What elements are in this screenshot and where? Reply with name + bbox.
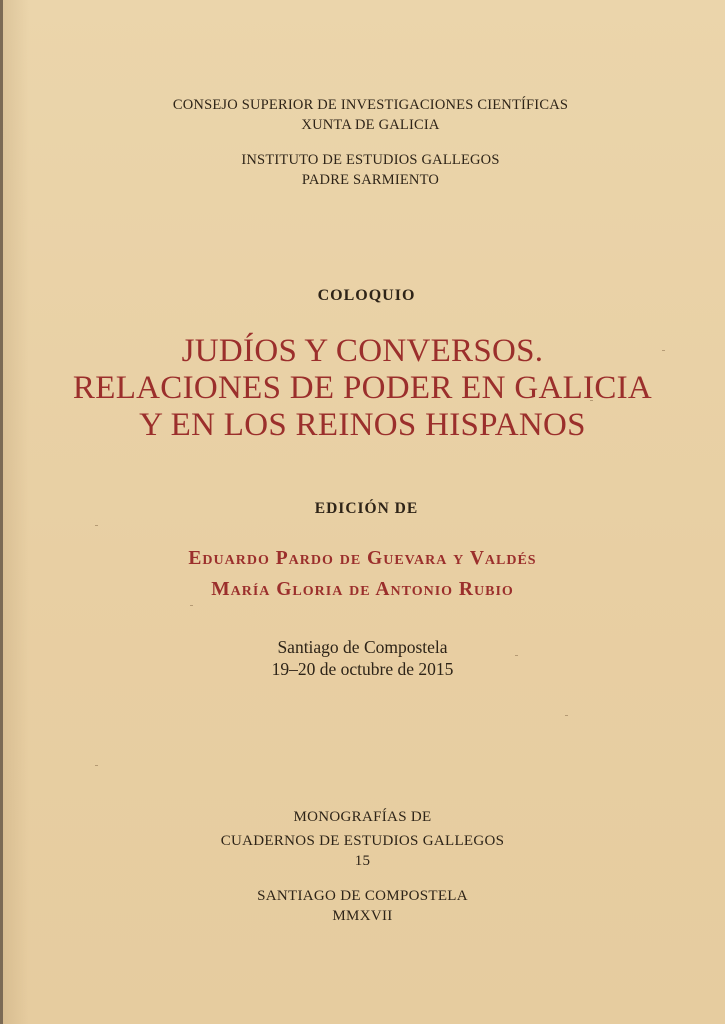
event-label: COLOQUIO [317, 287, 416, 304]
event-dates: 19–20 de octubre de 2015 [271, 659, 454, 679]
institution-ieg-subtitle: PADRE SARMIENTO [301, 172, 440, 188]
institution-ieg: INSTITUTO DE ESTUDIOS GALLEGOS [241, 152, 500, 168]
series-name-line-1: MONOGRAFÍAS DE [293, 809, 432, 825]
editor-2: María Gloria de Antonio Rubio [211, 579, 514, 600]
institution-csic: CONSEJO SUPERIOR DE INVESTIGACIONES CIENTÍFICAS [172, 97, 569, 113]
paper-fleck [190, 605, 193, 606]
book-title-line-1: JUDÍOS Y CONVERSOS. [181, 333, 544, 369]
event-place: Santiago de Compostela [277, 637, 448, 657]
book-title-line-3: Y EN LOS REINOS HISPANOS [139, 407, 586, 443]
paper-fleck [565, 715, 568, 716]
imprint-city: SANTIAGO DE COMPOSTELA [257, 888, 468, 904]
imprint-year: MMXVII [332, 908, 393, 924]
series-name-line-2: CUADERNOS DE ESTUDIOS GALLEGOS [220, 833, 505, 849]
institution-xunta: XUNTA DE GALICIA [301, 117, 440, 133]
paper-fleck [95, 525, 98, 526]
book-title-line-2: RELACIONES DE PODER EN GALICIA [72, 370, 653, 406]
editor-1: Eduardo Pardo de Guevara y Valdés [188, 548, 537, 569]
paper-fleck [95, 765, 98, 766]
series-number: 15 [354, 853, 371, 869]
edition-label: EDICIÓN DE [314, 500, 419, 517]
